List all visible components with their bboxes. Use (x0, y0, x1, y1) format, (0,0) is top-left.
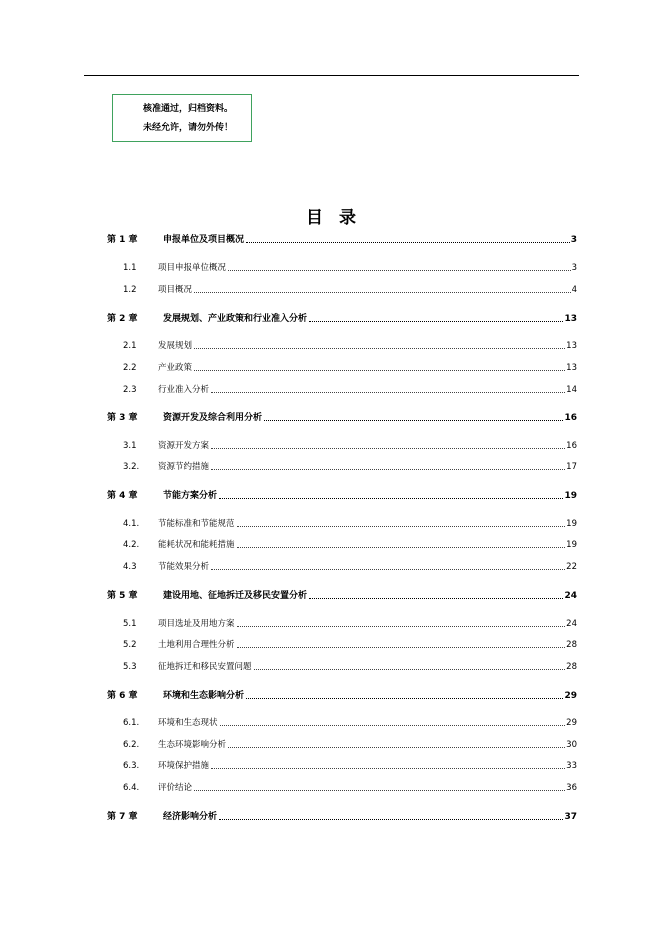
toc-label: 环境和生态影响分析 (163, 691, 245, 701)
toc-number: 第 5 章 (107, 591, 138, 601)
toc-number: 6.3. (123, 761, 140, 771)
toc-page-number: 36 (566, 783, 577, 793)
toc-label: 征地拆迁和移民安置问题 (158, 662, 252, 672)
toc-label: 经济影响分析 (163, 812, 218, 822)
toc-number: 第 4 章 (107, 491, 138, 501)
toc-page-number: 16 (566, 441, 577, 451)
toc-page-number: 19 (566, 540, 577, 550)
dot-leader (211, 469, 565, 470)
toc-page-number: 28 (566, 640, 577, 650)
toc-section-3-2[interactable] (123, 460, 577, 472)
toc-number: 6.2. (123, 740, 140, 750)
dot-leader (237, 647, 566, 648)
dot-leader (254, 669, 566, 670)
dot-leader (309, 321, 563, 322)
toc-label: 节能方案分析 (163, 491, 218, 501)
toc-number: 4.2. (123, 540, 140, 550)
toc-section-5-2[interactable] (123, 638, 577, 650)
toc-number: 3.2. (123, 462, 140, 472)
toc-number: 2.1 (123, 341, 137, 351)
toc-section-2-2[interactable] (123, 361, 577, 373)
toc-label: 评价结论 (158, 783, 193, 793)
toc-label: 资源开发及综合利用分析 (163, 413, 263, 423)
toc-number: 5.3 (123, 662, 137, 672)
toc-page-number: 17 (566, 462, 577, 472)
toc-chapter-4[interactable] (107, 488, 577, 501)
toc-label: 资源开发方案 (158, 441, 210, 451)
toc-label: 项目选址及用地方案 (158, 619, 235, 629)
toc-chapter-5[interactable] (107, 588, 577, 601)
dot-leader (211, 768, 565, 769)
toc-page-number: 33 (566, 761, 577, 771)
toc-section-4-3[interactable] (123, 560, 577, 572)
stamp-line-2: 未经允许，请勿外传！ (143, 123, 234, 133)
toc-page-number: 3 (570, 235, 577, 245)
dot-leader (246, 698, 563, 699)
toc-page-number: 4 (571, 285, 577, 295)
toc-page-number: 13 (564, 314, 577, 324)
toc-page-number: 19 (566, 519, 577, 529)
toc-page-number: 13 (566, 341, 577, 351)
dot-leader (219, 498, 563, 499)
toc-section-4-1[interactable] (123, 517, 577, 529)
dot-leader (211, 448, 565, 449)
toc-label: 申报单位及项目概况 (163, 235, 245, 245)
toc-label: 产业政策 (158, 363, 193, 373)
toc-page-number: 29 (564, 691, 577, 701)
dot-leader (237, 626, 566, 627)
toc-page-number: 22 (566, 562, 577, 572)
toc-number: 第 1 章 (107, 235, 138, 245)
toc-chapter-7[interactable] (107, 809, 577, 822)
toc-number: 2.2 (123, 363, 137, 373)
dot-leader (237, 547, 566, 548)
dot-leader (220, 725, 566, 726)
toc-number: 3.1 (123, 441, 137, 451)
toc-title: 目录 (306, 208, 372, 228)
toc-number: 2.3 (123, 385, 137, 395)
toc-label: 土地利用合理性分析 (158, 640, 235, 650)
toc-number: 第 3 章 (107, 413, 138, 423)
toc-label: 能耗状况和能耗措施 (158, 540, 235, 550)
toc-section-1-1[interactable] (123, 261, 577, 273)
toc-section-2-3[interactable] (123, 383, 577, 395)
toc-label: 环境和生态现状 (158, 718, 218, 728)
toc-label: 节能效果分析 (158, 562, 210, 572)
dot-leader (309, 598, 563, 599)
toc-number: 6.1. (123, 718, 140, 728)
toc-number: 4.1. (123, 519, 140, 529)
toc-section-6-4[interactable] (123, 781, 577, 793)
dot-leader (264, 420, 563, 421)
toc-chapter-1[interactable] (107, 232, 577, 245)
toc-page-number: 29 (566, 718, 577, 728)
toc-page-number: 19 (564, 491, 577, 501)
dot-leader (219, 819, 563, 820)
toc-section-4-2[interactable] (123, 538, 577, 550)
stamp-line-1: 核准通过，归档资料。 (143, 104, 234, 114)
toc-section-6-1[interactable] (123, 716, 577, 728)
toc-chapter-2[interactable] (107, 311, 577, 324)
toc-page-number: 16 (564, 413, 577, 423)
toc-label: 建设用地、征地拆迁及移民安置分析 (163, 591, 308, 601)
toc-number: 第 2 章 (107, 314, 138, 324)
toc-number: 4.3 (123, 562, 137, 572)
toc-number: 第 7 章 (107, 812, 138, 822)
toc-section-5-3[interactable] (123, 660, 577, 672)
dot-leader (194, 292, 571, 293)
toc-number: 5.2 (123, 640, 137, 650)
dot-leader (194, 790, 565, 791)
dot-leader (194, 370, 565, 371)
toc-section-5-1[interactable] (123, 617, 577, 629)
toc-section-1-2[interactable] (123, 283, 577, 295)
toc-number: 1.1 (123, 263, 137, 273)
dot-leader (228, 747, 565, 748)
toc-page-number: 24 (564, 591, 577, 601)
toc-section-6-2[interactable] (123, 738, 577, 750)
toc-chapter-6[interactable] (107, 688, 577, 701)
toc-label: 项目申报单位概况 (158, 263, 227, 273)
dot-leader (237, 526, 566, 527)
toc-number: 第 6 章 (107, 691, 138, 701)
toc-page-number: 14 (566, 385, 577, 395)
dot-leader (194, 348, 565, 349)
toc-number: 5.1 (123, 619, 137, 629)
toc-label: 资源节约措施 (158, 462, 210, 472)
toc-page-number: 37 (564, 812, 577, 822)
toc-section-6-3[interactable] (123, 759, 577, 771)
toc-label: 生态环境影响分析 (158, 740, 227, 750)
toc-label: 节能标准和节能规范 (158, 519, 235, 529)
toc-chapter-3[interactable] (107, 410, 577, 423)
toc-label: 行业准入分析 (158, 385, 210, 395)
dot-leader (211, 569, 565, 570)
toc-number: 6.4. (123, 783, 140, 793)
toc-section-2-1[interactable] (123, 339, 577, 351)
toc-page-number: 24 (566, 619, 577, 629)
toc-page-number: 30 (566, 740, 577, 750)
toc-page-number: 28 (566, 662, 577, 672)
toc-label: 项目概况 (158, 285, 193, 295)
toc-page-number: 13 (566, 363, 577, 373)
dot-leader (228, 270, 571, 271)
toc-section-3-1[interactable] (123, 439, 577, 451)
dot-leader (211, 392, 565, 393)
toc-label: 发展规划 (158, 341, 193, 351)
dot-leader (246, 242, 570, 243)
toc-page-number: 3 (571, 263, 577, 273)
toc-label: 发展规划、产业政策和行业准入分析 (163, 314, 308, 324)
toc-number: 1.2 (123, 285, 137, 295)
toc-label: 环境保护措施 (158, 761, 210, 771)
